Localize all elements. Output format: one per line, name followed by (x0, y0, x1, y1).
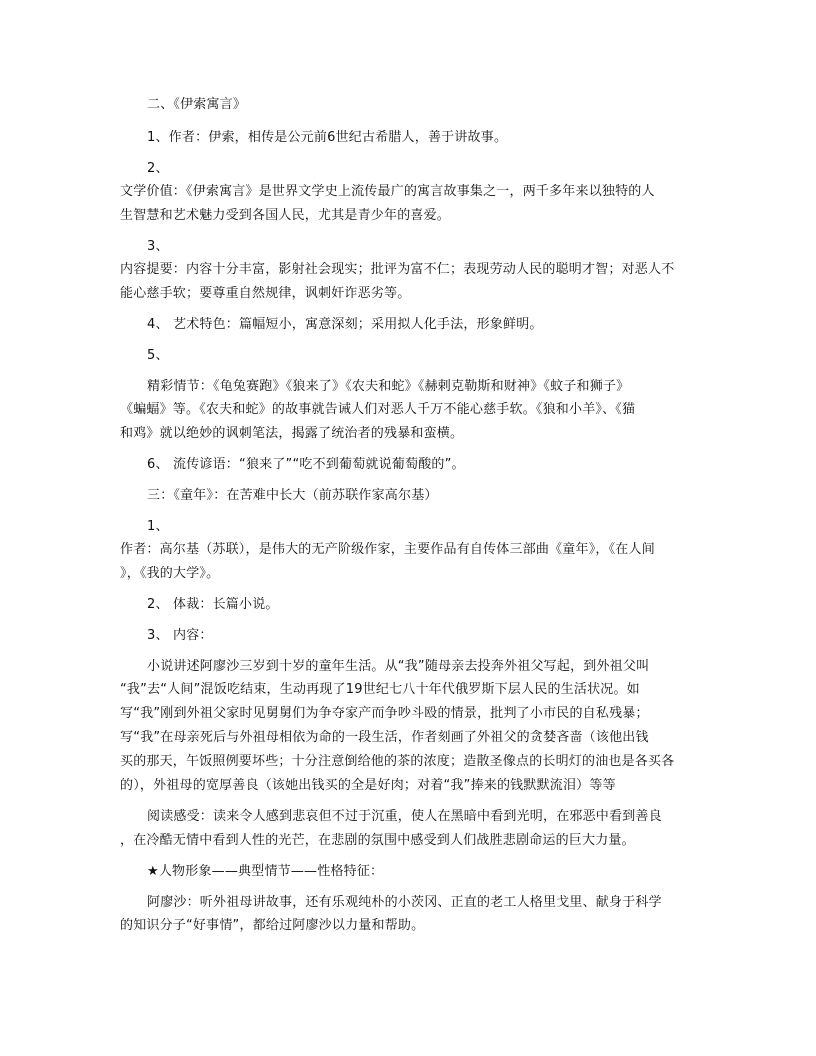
paragraph-line: 作者：高尔基（苏联），是伟大的无产阶级作家，主要作品有自传体三部曲《童年》，《在人间 (120, 542, 655, 557)
paragraph-line: 精彩情节：《龟兔赛跑》《狼来了》《农夫和蛇》《赫剌克勒斯和财神》《蚊子和狮子》 (147, 379, 630, 394)
list-number: 5、 (147, 348, 169, 363)
paragraph-line: 《蝙蝠》等。《农夫和蛇》的故事就告诫人们对恶人千万不能心慈手软。《狼和小羊》、《猫 (120, 402, 636, 417)
paragraph-line: “我”去“人间”混饭吃结束，生动再现了19世纪七八十年代俄罗斯下层人民的生活状况。如 (120, 682, 640, 697)
paragraph-line: 文学价值：《伊索寓言》是世界文学史上流传最广的寓言故事集之一，两千多年来以独特的人 (120, 184, 655, 199)
paragraph-line: 4、 艺术特色：篇幅短小，寓意深刻；采用拟人化手法，形象鲜明。 (147, 317, 543, 332)
paragraph-line: 的知识分子“好事情”，都给过阿廖沙以力量和帮助。 (120, 918, 425, 933)
section-heading: ★人物形象——典型情节——性格特征： (147, 864, 384, 879)
paragraph-line: 写“我”在母亲死后与外祖母相依为命的一段生活，作者刻画了外祖父的贪婪吝啬（该他出钱 (120, 730, 649, 745)
list-number: 3、 (147, 239, 169, 254)
paragraph-line: 》，《我的大学》。 (120, 566, 220, 581)
paragraph-line: 的），外祖母的宽厚善良（该她出钱买的全是好肉；对着“我”捧来的钱默默流泪）等等 (120, 778, 616, 793)
paragraph-line: 1、作者：伊索，相传是公元前6世纪古希腊人，善于讲故事。 (147, 130, 508, 145)
paragraph-line: 小说讲述阿廖沙三岁到十岁的童年生活。从“我”随母亲去投奔外祖父写起，到外祖父叫 (147, 659, 650, 674)
section-heading: 三：《童年》：在苦难中长大（前苏联作家高尔基） (147, 488, 438, 503)
paragraph-line: 内容提要：内容十分丰富，影射社会现实；批评为富不仁；表现劳动人民的聪明才智；对恶人不 (120, 262, 675, 277)
paragraph-line: 3、 内容： (147, 628, 213, 643)
paragraph-line: 生智慧和艺术魅力受到各国人民，尤其是青少年的喜爱。 (120, 208, 451, 223)
paragraph-line: 能心慈手软；要尊重自然规律，讽刺奸诈恶劣等。 (120, 286, 411, 301)
paragraph-line: 和鸡》就以绝妙的讽刺笔法，揭露了统治者的残暴和蛮横。 (120, 426, 464, 441)
paragraph-line: 写“我”刚到外祖父家时见舅舅们为争夺家产而争吵斗殴的情景，批判了小市民的自私残暴； (120, 706, 649, 721)
section-heading: 二、《伊索寓言》 (147, 97, 247, 112)
list-number: 1、 (147, 519, 169, 534)
paragraph-line: 阅读感受：读来令人感到悲哀但不过于沉重，使人在黑暗中看到光明，在邪恶中看到善良 (147, 809, 662, 824)
paragraph-line: 2、 体裁：长篇小说。 (147, 597, 279, 612)
paragraph-line: 阿廖沙：听外祖母讲故事，还有乐观纯朴的小茨冈、正直的老工人格里戈里、献身于科学 (147, 895, 662, 910)
list-number: 2、 (147, 161, 169, 176)
paragraph-line: 6、 流传谚语：“狼来了”“吃不到葡萄就说葡萄酸的”。 (147, 457, 465, 472)
paragraph-line: ，在冷酷无情中看到人性的光芒，在悲剧的氛围中感受到人们战胜悲剧命运的巨大力量。 (120, 833, 635, 848)
paragraph-line: 买的那天，午饭照例要坏些；十分注意倒给他的茶的浓度；造散圣像点的长明灯的油也是各买各 (120, 754, 675, 769)
